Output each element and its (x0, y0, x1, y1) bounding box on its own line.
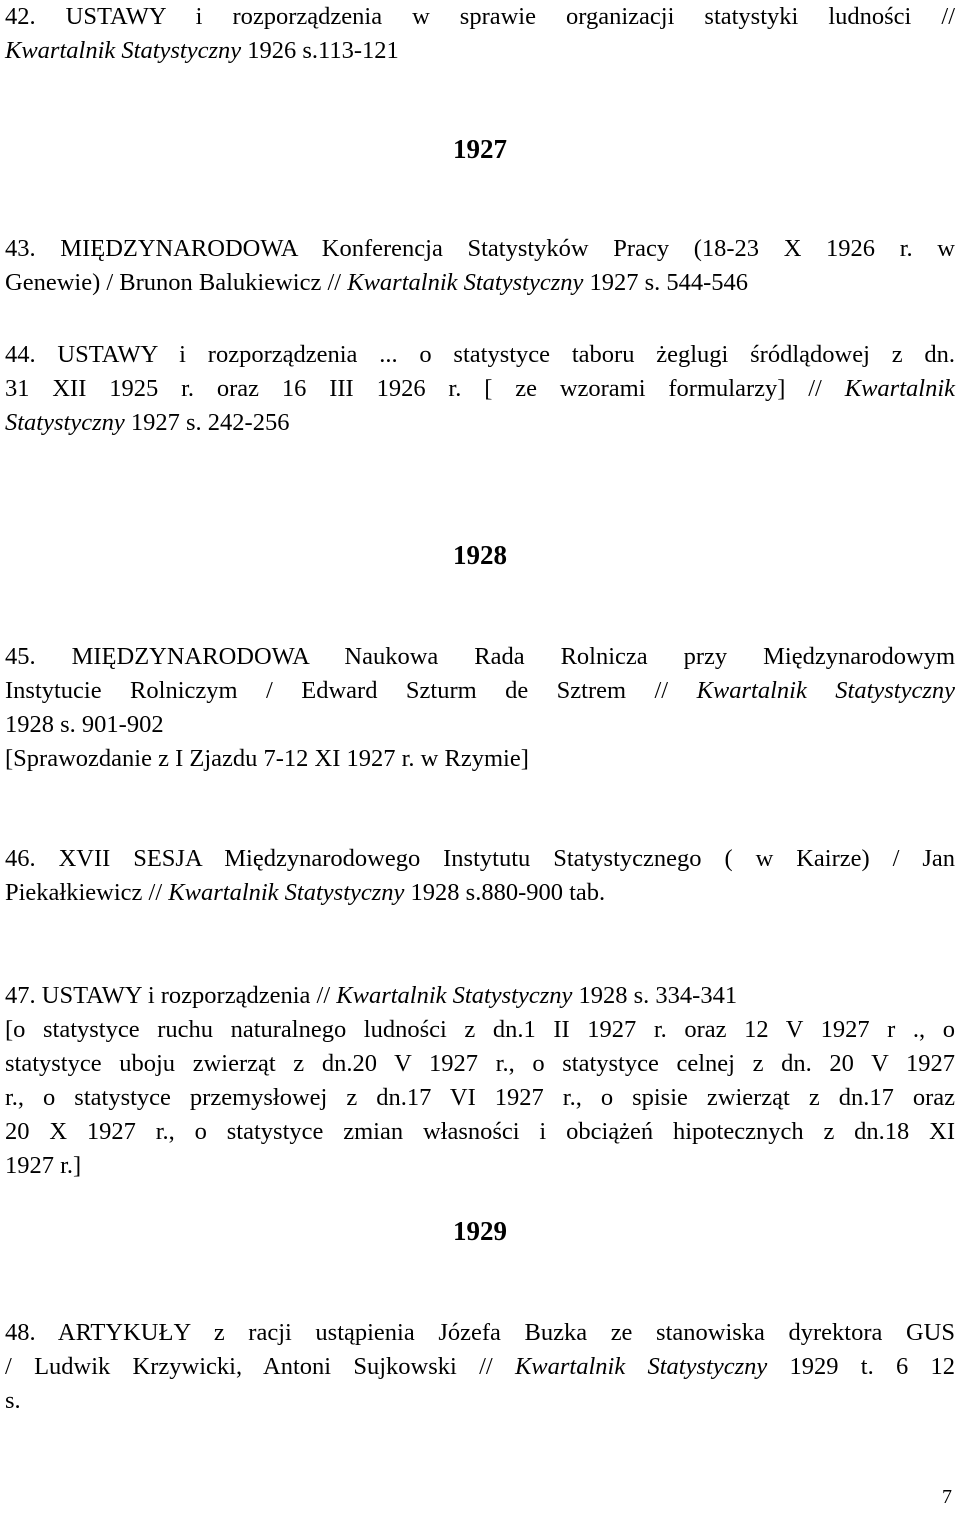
entry-line: 42. USTAWY i rozporządzenia w sprawie organizacji statystyki ludności // (5, 3, 955, 30)
year-heading-1927: 1927 (453, 134, 507, 164)
entry-line (5, 266, 955, 300)
journal-title: Kwartalnik Statystyczny (336, 982, 573, 1009)
entry-line: statystyce uboju zwierząt z dn.20 V 1927 r., o statystyce celnej z dn. 20 V 1927 (5, 1050, 955, 1077)
bibliography-entry-43 (5, 232, 955, 300)
entry-line: s. (5, 1387, 21, 1414)
entry-line: 43. MIĘDZYNARODOWA Konferencja Statystyków Pracy (18-23 X 1926 r. w (5, 235, 955, 262)
journal-title: Kwartalnik Statystyczny (696, 677, 956, 704)
citation-author: Instytucie Rolniczym / Edward Szturm de Sztrem // (5, 677, 697, 704)
journal-title: Kwartalnik (844, 375, 955, 402)
entry-line: [Sprawozdanie z I Zjazdu 7-12 XI 1927 r. w Rzymie] (5, 745, 529, 772)
citation-author: / Ludwik Krzywicki, Antoni Sujkowski // (5, 1353, 515, 1380)
entry-line: 44. USTAWY i rozporządzenia ... o statystyce taboru żeglugi śródlądowej z dn. (5, 341, 955, 368)
journal-title: Kwartalnik Statystyczny (168, 879, 405, 906)
entry-line: 48. ARTYKUŁY z racji ustąpienia Józefa Buzka ze stanowiska dyrektora GUS (5, 1319, 955, 1346)
citation-detail: 1926 s.113-121 (241, 37, 399, 64)
entry-line: r., o statystyce przemysłowej z dn.17 VI 1927 r., o spisie zwierząt z dn.17 oraz (5, 1084, 955, 1111)
entry-line (5, 406, 955, 440)
bibliography-entry-45 (5, 640, 955, 776)
entry-line: 20 X 1927 r., o statystyce zmian własności i obciążeń hipotecznych z dn.18 XI (5, 1118, 955, 1145)
year-heading-1928: 1928 (453, 540, 507, 570)
citation-detail: 1928 s. 334-341 (572, 982, 738, 1009)
entry-line (5, 372, 955, 406)
year-heading-1929: 1929 (453, 1216, 507, 1246)
bibliography-entry-42 (5, 0, 955, 68)
entry-line: 1928 s. 901-902 (5, 711, 164, 738)
citation-detail: 1927 s. 544-546 (583, 269, 749, 296)
citation-author: Piekałkiewicz // (5, 879, 169, 906)
bibliography-entry-46 (5, 842, 955, 910)
entry-line: 1927 r.] (5, 1152, 82, 1179)
journal-title: Kwartalnik Statystyczny (347, 269, 584, 296)
bibliography-entry-47 (5, 979, 955, 1183)
entry-line: [o statystyce ruchu naturalnego ludności z dn.1 II 1927 r. oraz 12 V 1927 r ., o (5, 1016, 955, 1043)
entry-line (5, 674, 955, 708)
bibliography-entry-48 (5, 1316, 955, 1418)
entry-line (5, 34, 955, 68)
citation-detail: 1929 t. 6 12 (767, 1353, 956, 1380)
entry-line: 46. XVII SESJA Międzynarodowego Instytutu Statystycznego ( w Kairze) / Jan (5, 845, 955, 872)
page-number: 7 (942, 1486, 952, 1508)
journal-title: Kwartalnik Statystyczny (5, 37, 242, 64)
journal-title: Kwartalnik Statystyczny (514, 1353, 768, 1380)
entry-line (5, 979, 955, 1013)
citation-detail: 31 XII 1925 r. oraz 16 III 1926 r. [ ze wzorami formularzy] // (5, 375, 845, 402)
entry-line: 45. MIĘDZYNARODOWA Naukowa Rada Rolnicza przy Międzynarodowym (5, 643, 955, 670)
journal-title: Statystyczny (5, 409, 125, 436)
citation-detail: 1928 s.880-900 tab. (404, 879, 606, 906)
bibliography-entry-44 (5, 338, 955, 440)
entry-line (5, 876, 955, 910)
citation-author: Genewie) / Brunon Balukiewicz // (5, 269, 348, 296)
entry-line (5, 1350, 955, 1384)
citation-title: 47. USTAWY i rozporządzenia // (5, 982, 337, 1009)
citation-detail: 1927 s. 242-256 (124, 409, 290, 436)
